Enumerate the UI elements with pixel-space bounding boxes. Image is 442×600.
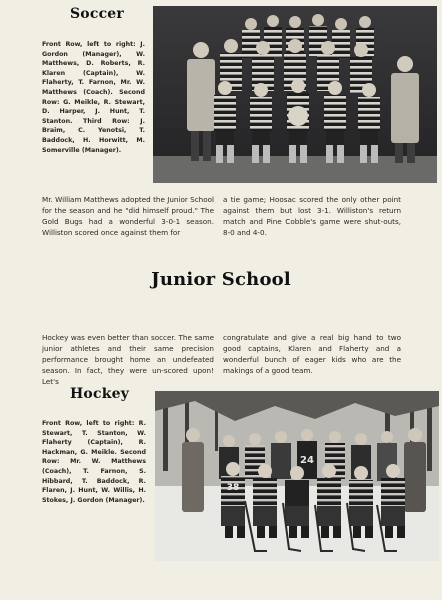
soccer-photo-caption: Front Row, left to right: J. Gordon (Manager), W. Matthews, D. Roberts, R. Klaren (Captain), W. Flaherty, T. Farnon, Mr. W. Matthews (Coach). Second Row: G. Meikle, R. Stewart, D. Harper, J. Hunt, T. Stanton. Third Row: J. Braim, C. Yenotsi, T. Baddock, H. Horwitt, M. Somerville (Manager). xyxy=(42,41,145,154)
junior-school-paragraph-left: Hockey was even better than soccer. The same junior athletes and their same precision performance brought home an undefeated season. In fact, they were un-scored upon! Let's xyxy=(42,333,214,386)
hockey-photo-caption: Front Row, left to right: R. Stewart, T. Stanton, W. Flaherty (Captain), R. Hackman, G. Meikle. Second Row: Mr. W. Matthews (Coach), T. Farnon, S. Hibbard, T. Baddock, R. Flaren, J. Hunt, W. Willis, H. Stokes, J. Gordon (Manager). xyxy=(42,420,146,504)
junior-school-paragraph-right: congratulate and give a real big hand to two good captains, Klaren and Flaherty and a wonderful bunch of eager kids who are the makings of a good team. xyxy=(223,333,401,375)
junior-school-heading: Junior School xyxy=(151,269,291,290)
jersey-number-38: 38 xyxy=(226,483,240,493)
soccer-paragraph-right: a tie game; Hoosac scored the only other point against them but lost 3-1. Williston's return match and Pine Cobble's game were shut-outs, 8-0 and 4-0. xyxy=(223,195,401,237)
soccer-heading: Soccer xyxy=(70,6,124,22)
jersey-number-24: 24 xyxy=(300,455,314,466)
soccer-paragraph-left: Mr. William Matthews adopted the Junior School for the season and he "did himself proud." The Gold Bugs had a wonderful 3-0-1 season. Williston scored once against them for xyxy=(42,195,214,237)
hockey-heading: Hockey xyxy=(70,386,130,402)
hockey-team-photo xyxy=(155,391,439,561)
soccer-team-photo xyxy=(153,6,437,183)
